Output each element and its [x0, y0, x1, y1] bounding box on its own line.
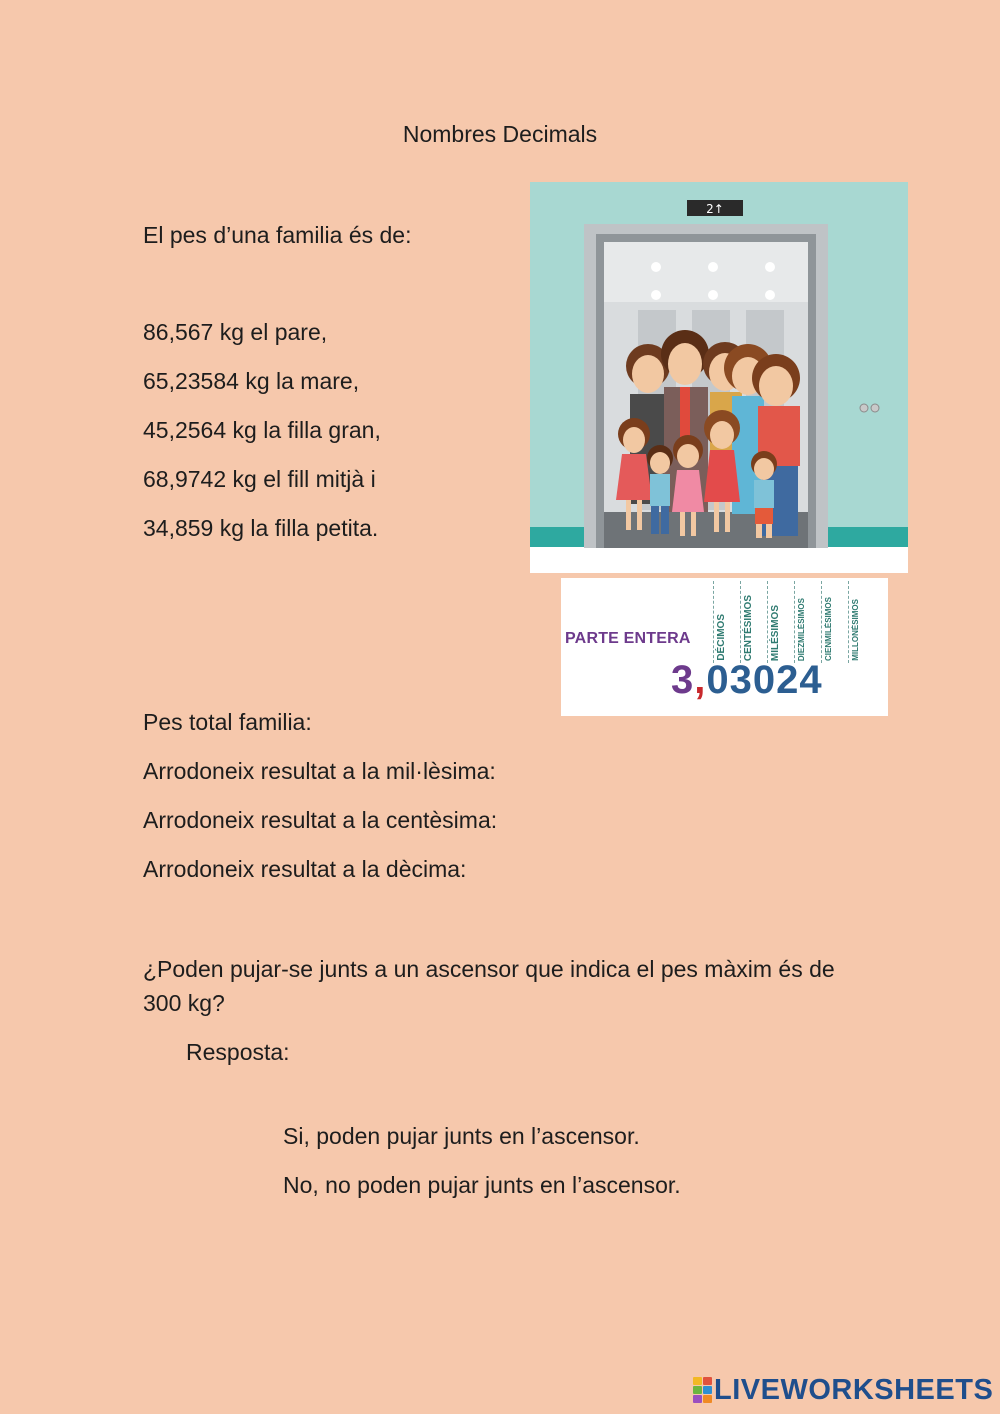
- prompt-total-weight: Pes total familia:: [143, 709, 312, 735]
- prompt-round-thousandth: Arrodoneix resultat a la mil·lèsima:: [143, 758, 496, 784]
- intro-text: El pes d’una familia és de:: [143, 222, 412, 248]
- liveworksheets-brand-text: LIVEWORKSHEETS: [714, 1373, 994, 1406]
- elevator-question: ¿Poden pujar-se junts a un ascensor que indica el pes màxim és de 300 kg?: [143, 956, 835, 1016]
- place-centesimos: CENTÉSIMOS: [740, 581, 763, 663]
- answer-option-yes[interactable]: Si, poden pujar junts en l’ascensor.: [283, 1123, 640, 1149]
- answer-option-no[interactable]: No, no poden pujar junts en l’ascensor.: [283, 1172, 681, 1198]
- floor-display-text: 2↑: [706, 202, 724, 216]
- weight-filla-gran: 45,2564 kg la filla gran,: [143, 417, 381, 443]
- weight-pare: 86,567 kg el pare,: [143, 319, 328, 345]
- place-diezmilesimos: DIEZMILÉSIMOS: [794, 581, 817, 663]
- weight-mare: 65,23584 kg la mare,: [143, 368, 360, 394]
- parte-entera-label: PARTE ENTERA: [565, 630, 691, 647]
- answer-label: Resposta:: [186, 1039, 290, 1065]
- place-cienmilesimos: CIENMILÉSIMOS: [821, 581, 844, 663]
- liveworksheets-logo-icon: [693, 1377, 711, 1403]
- place-milesimos: MILÉSIMOS: [767, 581, 790, 663]
- elevator-family-illustration: [530, 182, 908, 573]
- liveworksheets-logo: [693, 1374, 993, 1406]
- prompt-round-tenth: Arrodoneix resultat a la dècima:: [143, 856, 467, 882]
- decimal-place-columns: [713, 581, 883, 663]
- place-decimos: DÉCIMOS: [713, 581, 736, 663]
- page-title: Nombres Decimals: [402, 121, 598, 147]
- decimal-place-value-card: [561, 578, 888, 716]
- decimal-number-example: 3,03024: [671, 658, 823, 702]
- weight-fill-mitja: 68,9742 kg el fill mitjà i: [143, 466, 376, 492]
- prompt-round-hundredth: Arrodoneix resultat a la centèsima:: [143, 807, 498, 833]
- weight-filla-petita: 34,859 kg la filla petita.: [143, 515, 379, 541]
- place-millonesimos: MILLONÉSIMOS: [848, 581, 871, 663]
